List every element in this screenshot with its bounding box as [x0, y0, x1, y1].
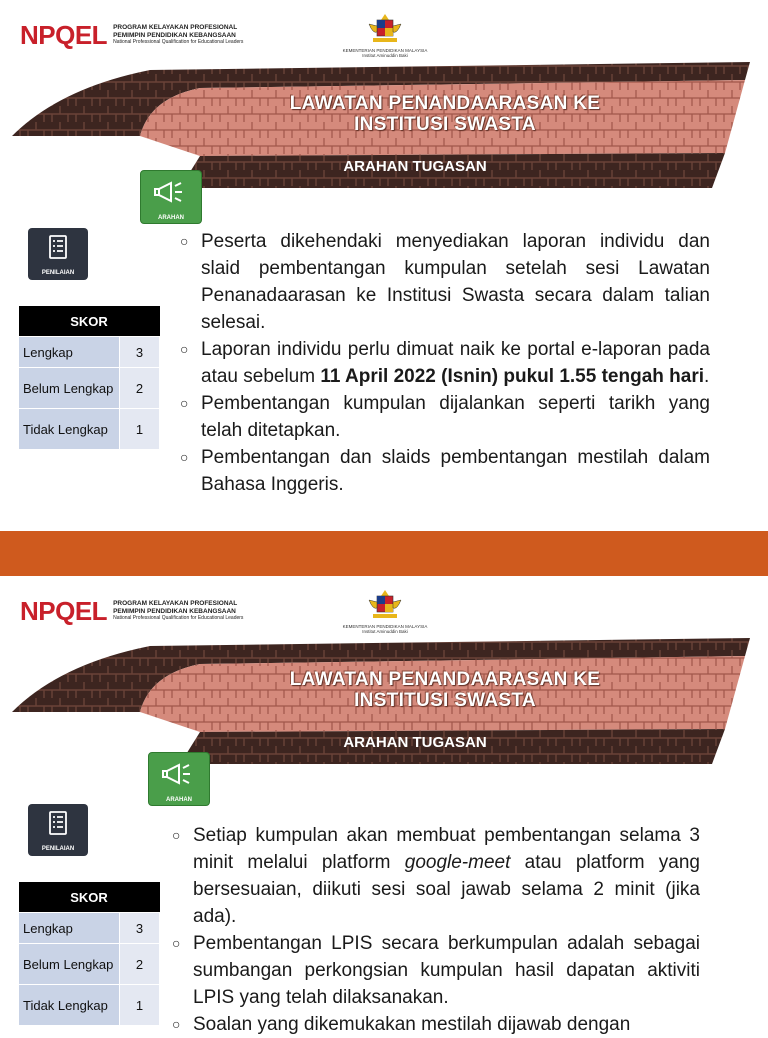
bullet-text: Pembentangan LPIS secara berkumpulan adalah sebagai sumbangan perkongsian kumpulan hasil dapatan aktiviti LPIS yang telah dilaksanakan.	[193, 933, 700, 1008]
skor-label: Tidak Lengkap	[19, 409, 120, 450]
list-item	[172, 1011, 700, 1038]
arahan-label: ARAHAN	[158, 215, 184, 221]
deadline-text: 11 April 2022 (Isnin) pukul 1.55 tengah hari	[320, 366, 704, 387]
bullet-text: Pembentangan kumpulan dijalankan seperti tarikh yang telah ditetapkan.	[201, 393, 710, 441]
slide-subtitle: ARAHAN TUGASAN	[343, 734, 487, 751]
logo-text: NPQEL	[20, 596, 108, 626]
platform-name: google-meet	[404, 852, 511, 873]
logo-line-3: National Professional Qualification for Educational Leaders	[113, 615, 244, 622]
checklist-icon	[28, 228, 88, 268]
bullet-mark: ○	[180, 449, 189, 465]
malaysia-crest-icon	[365, 12, 405, 46]
table-row	[19, 944, 160, 985]
slide-title	[200, 93, 690, 135]
ministry-label	[330, 48, 440, 58]
table-row	[19, 368, 160, 409]
slide-subtitle: ARAHAN TUGASAN	[343, 158, 487, 175]
table-row	[19, 337, 160, 368]
penilaian-label: PENILAIAN	[41, 270, 75, 276]
logo-line-3: National Professional Qualification for Educational Leaders	[113, 39, 244, 46]
title-line-1: LAWATAN PENANDAARASAN KE	[289, 669, 601, 690]
slide-divider	[0, 531, 768, 576]
arahan-label: ARAHAN	[166, 797, 192, 803]
logo-text: NPQEL	[20, 20, 108, 50]
logo-subtitle	[113, 24, 243, 47]
bullet-text: Laporan individu perlu dimuat naik ke portal e-laporan pada atau sebelum	[201, 339, 710, 387]
list-item	[180, 390, 710, 444]
ministry-line-2: Institut Aminuddin Baki	[362, 53, 408, 58]
skor-value: 3	[120, 337, 160, 368]
arahan-badge	[148, 752, 210, 806]
bullet-text: Pembentangan dan slaids pembentangan mestilah dalam Bahasa Inggeris.	[201, 447, 710, 495]
skor-table	[18, 306, 160, 450]
checklist-icon	[28, 804, 88, 844]
megaphone-icon	[149, 753, 209, 795]
logo-subtitle	[113, 600, 243, 623]
bullet-mark: ○	[172, 935, 181, 951]
skor-value: 3	[120, 913, 160, 944]
slide-title	[200, 669, 690, 711]
slide-2	[0, 576, 768, 1035]
skor-label: Lengkap	[19, 337, 120, 368]
skor-label: Tidak Lengkap	[19, 985, 120, 1026]
malaysia-crest-icon	[365, 588, 405, 622]
skor-value: 2	[120, 944, 160, 985]
skor-value: 2	[120, 368, 160, 409]
list-item	[172, 822, 700, 930]
skor-label: Belum Lengkap	[19, 944, 120, 985]
megaphone-icon	[141, 171, 201, 213]
bullet-text: Soalan yang dikemukakan mestilah dijawab dengan	[193, 1014, 631, 1035]
title-band	[0, 634, 768, 804]
table-row	[19, 985, 160, 1026]
instruction-list	[172, 822, 700, 1038]
bullet-text: Peserta dikehendaki menyediakan laporan individu dan slaid pembentangan kumpulan setelah sesi Lawatan Penanadaarasan ke Institusi Swasta secara dalam talian selesai.	[201, 231, 710, 333]
ministry-line-2: Institut Aminuddin Baki	[362, 629, 408, 634]
instruction-list	[180, 228, 710, 498]
table-row	[19, 913, 160, 944]
bullet-text-end: .	[704, 366, 710, 387]
bullet-mark: ○	[172, 827, 181, 843]
logo-line-2: PEMIMPIN PENDIDIKAN KEBANGSAAN	[113, 607, 236, 615]
list-item	[180, 336, 710, 390]
list-item	[180, 444, 710, 498]
logo-line-1: PROGRAM KELAYAKAN PROFESIONAL	[113, 600, 238, 608]
npqel-logo	[20, 596, 243, 627]
skor-label: Lengkap	[19, 913, 120, 944]
bullet-mark: ○	[180, 395, 189, 411]
npqel-logo	[20, 20, 243, 51]
logo-line-1: PROGRAM KELAYAKAN PROFESIONAL	[113, 24, 238, 32]
logo-line-2: PEMIMPIN PENDIDIKAN KEBANGSAAN	[113, 31, 236, 39]
title-line-1: LAWATAN PENANDAARASAN KE	[289, 93, 601, 114]
skor-value: 1	[120, 985, 160, 1026]
bullet-mark: ○	[180, 341, 189, 357]
penilaian-badge	[28, 804, 88, 856]
title-band	[0, 58, 768, 228]
bullet-mark: ○	[172, 1016, 181, 1032]
list-item	[180, 228, 710, 336]
penilaian-label: PENILAIAN	[41, 846, 75, 852]
skor-header: SKOR	[19, 882, 160, 913]
bullet-text: Setiap kumpulan akan membuat pembentangan selama 3 minit melalui platform	[193, 825, 700, 873]
bullet-mark: ○	[180, 233, 189, 249]
ministry-line-1: KEMENTERIAN PENDIDIKAN MALAYSIA	[342, 624, 428, 629]
skor-table	[18, 882, 160, 1026]
title-line-2: INSTITUSI SWASTA	[354, 690, 536, 711]
list-item	[172, 930, 700, 1011]
penilaian-badge	[28, 228, 88, 280]
bullet-text-end: atau platform yang bersesuaian, diikuti sesi soal jawab selama 2 minit (jika ada).	[193, 852, 700, 927]
ministry-label	[330, 624, 440, 634]
skor-value: 1	[120, 409, 160, 450]
skor-header: SKOR	[19, 306, 160, 337]
ministry-line-1: KEMENTERIAN PENDIDIKAN MALAYSIA	[342, 48, 428, 53]
title-line-2: INSTITUSI SWASTA	[354, 114, 536, 135]
skor-label: Belum Lengkap	[19, 368, 120, 409]
table-row	[19, 409, 160, 450]
arahan-badge	[140, 170, 202, 224]
